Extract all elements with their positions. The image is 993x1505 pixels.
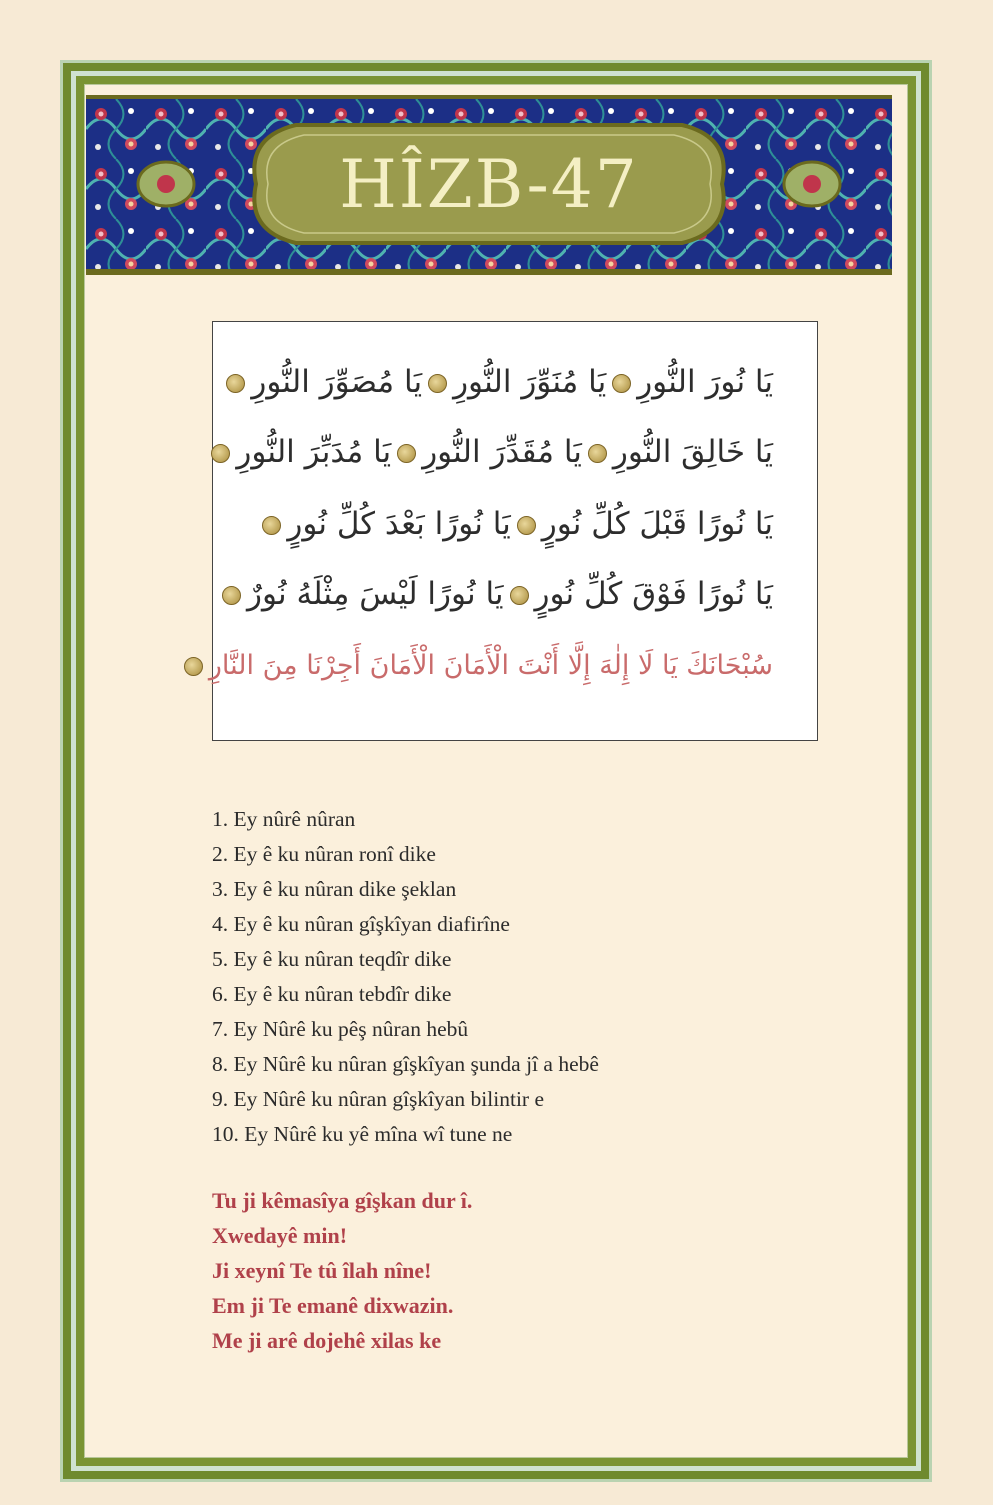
verse-marker-icon (428, 374, 447, 393)
verse-marker-icon (612, 374, 631, 393)
list-item: 10. Ey Nûrê ku yê mîna wî tune ne (212, 1122, 513, 1146)
translation-list (212, 802, 832, 1152)
closing-line: Em ji Te emanê dixwazin. (212, 1293, 454, 1318)
closing-line: Xwedayê min! (212, 1223, 348, 1248)
list-item: 3. Ey ê ku nûran dike şeklan (212, 877, 457, 901)
arabic-line (253, 364, 773, 424)
verse-marker-icon (222, 586, 241, 605)
verse-marker-icon (588, 444, 607, 463)
arabic-text-box (208, 321, 818, 741)
verse-marker-icon (510, 586, 529, 605)
arabic-phrase: يَا نُورًا لَيْسَ مِثْلَهُ نُورٌ (247, 576, 504, 612)
page-title: HÎZB-47 (339, 145, 639, 223)
closing-prayer (212, 1183, 832, 1358)
arabic-phrase: يَا مُنَوِّرَ النُّورِ (453, 364, 607, 400)
list-item: 4. Ey ê ku nûran gîşkîyan diafirîne (212, 912, 510, 936)
list-item: 6. Ey ê ku nûran tebdîr dike (212, 982, 452, 1006)
list-item: 1. Ey nûrê nûran (212, 807, 356, 831)
closing-line: Ji xeynî Te tû îlah nîne! (212, 1258, 432, 1283)
closing-line: Tu ji kêmasîya gîşkan dur î. (212, 1188, 473, 1213)
verse-marker-icon (262, 516, 281, 535)
arabic-phrase: يَا مُدَبِّرَ النُّورِ (236, 434, 392, 470)
list-item: 2. Ey ê ku nûran ronî dike (212, 842, 436, 866)
list-item: 8. Ey Nûrê ku nûran gîşkîyan şunda jî a hebê (212, 1052, 599, 1076)
list-item: 9. Ey Nûrê ku nûran gîşkîyan bilintir e (212, 1087, 544, 1111)
verse-marker-icon (397, 444, 416, 463)
frame-border (71, 71, 921, 1471)
arabic-phrase: يَا نُورًا فَوْقَ كُلِّ نُورٍ (534, 576, 773, 612)
arabic-line (236, 434, 773, 494)
list-item: 5. Ey ê ku nûran teqdîr dike (212, 947, 452, 971)
arabic-closing-phrase: سُبْحَانَكَ يَا لَا إِلٰهَ إِلَّا أَنْتَ الْأَمَانَ الْأَمَانَ أَجِرْنَا مِنَ النَّارِ (208, 650, 773, 681)
verse-marker-icon (184, 657, 203, 676)
header-banner (86, 95, 892, 275)
arabic-phrase: يَا خَالِقَ النُّورِ (612, 434, 773, 470)
frame-border-inner (76, 76, 916, 1466)
arabic-phrase: يَا مُقَدِّرَ النُّورِ (422, 434, 582, 470)
arabic-phrase: يَا مُصَوِّرَ النُّورِ (251, 364, 423, 400)
arabic-phrase: يَا نُورًا قَبْلَ كُلِّ نُورٍ (541, 506, 773, 542)
content-panel (84, 84, 908, 1458)
closing-line: Me ji arê dojehê xilas ke (212, 1328, 442, 1353)
verse-marker-icon (517, 516, 536, 535)
arabic-phrase: يَا نُورَ النُّورِ (637, 364, 773, 400)
list-item: 7. Ey Nûrê ku pêş nûran hebû (212, 1017, 469, 1041)
arabic-line (247, 576, 773, 636)
arabic-line (253, 506, 773, 566)
page-frame (60, 60, 932, 1482)
verse-marker-icon (226, 374, 245, 393)
verse-marker-icon (211, 444, 230, 463)
arabic-phrase: يَا نُورًا بَعْدَ كُلِّ نُورٍ (287, 506, 511, 542)
arabic-closing-line (208, 650, 773, 710)
